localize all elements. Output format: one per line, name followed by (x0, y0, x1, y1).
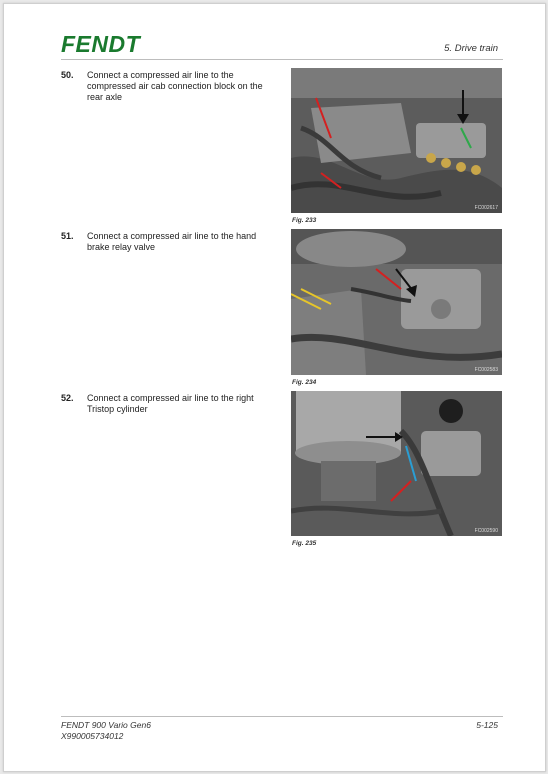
figure-code: FC002617 (474, 205, 498, 211)
footer-info (61, 720, 151, 742)
figure-caption: Fig. 234 (292, 379, 317, 386)
figure-234-photo (291, 229, 502, 375)
footer-divider (61, 716, 503, 717)
figure-caption: Fig. 233 (292, 217, 317, 224)
figure-233-photo (291, 68, 502, 213)
figure-235-photo (291, 391, 502, 536)
step-text: Connect a compressed air line to the hand brake relay valve (87, 231, 257, 252)
step-number: 50. (61, 70, 74, 80)
footer-doc-number: X990005734012 (61, 731, 124, 741)
figure-code: FC002583 (474, 367, 498, 373)
header-divider (61, 59, 503, 60)
photo-hand-brake-relay-valve (291, 229, 502, 375)
step-number: 51. (61, 231, 74, 241)
page-number: 5-125 (476, 720, 498, 730)
footer-model: FENDT 900 Vario Gen6 (61, 720, 151, 730)
section-title: 5. Drive train (444, 43, 498, 54)
step-text: Connect a compressed air line to the compressed air cab connection block on the rear axle (87, 70, 263, 102)
step-text: Connect a compressed air line to the right Tristop cylinder (87, 393, 254, 414)
figure-code: FC002590 (474, 528, 498, 534)
figure-caption: Fig. 235 (292, 540, 317, 547)
photo-tristop-cylinder (291, 391, 502, 536)
photo-compressed-air-block (291, 68, 502, 213)
manual-page (3, 3, 546, 772)
svg-text:FENDT: FENDT (61, 32, 141, 56)
fendt-logo (61, 32, 166, 56)
step-number: 52. (61, 393, 74, 403)
